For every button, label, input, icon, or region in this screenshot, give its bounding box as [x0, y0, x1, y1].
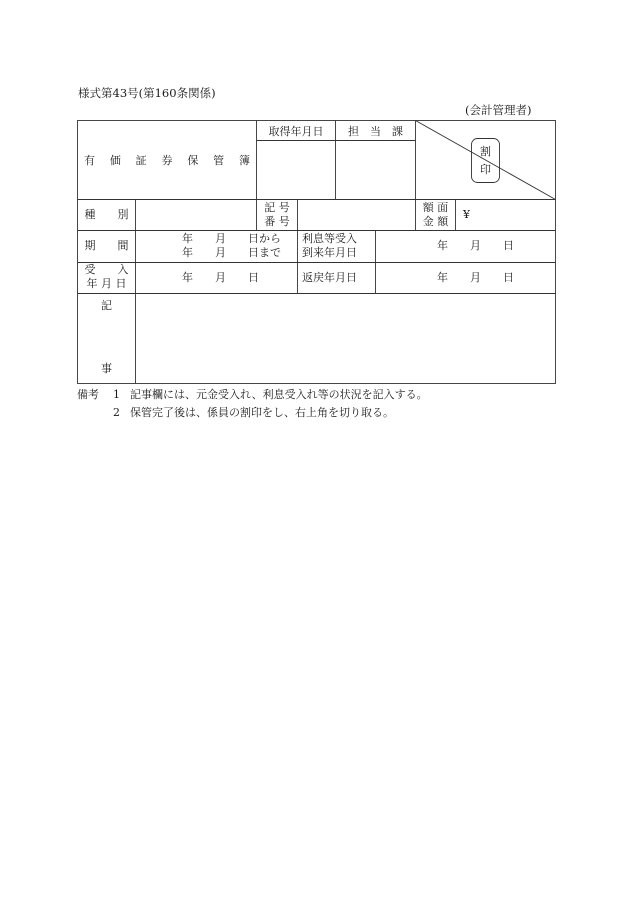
interest-date: 年 月 日	[437, 239, 514, 252]
period-from: 年 月 日から	[182, 232, 281, 245]
interest-label-line1: 利息等受入	[302, 232, 357, 245]
returned-date: 年 月 日	[437, 271, 514, 284]
remarks-label: 備考	[77, 388, 99, 401]
acquisition-date-header: 取得年月日	[268, 125, 324, 138]
remark-text-2: 保管完了後は、係員の割印をし、右上角を切り取る。	[130, 406, 394, 419]
received-label-line2: 年 月 日	[86, 277, 127, 290]
period-label: 期 間	[84, 239, 129, 252]
seal-label-bottom: 印	[480, 163, 491, 176]
face-value-label-line1: 額 面	[422, 201, 449, 214]
ledger-title: 有 価 証 券 保 管 簿	[84, 154, 250, 167]
returned-label: 返戻年月日	[302, 271, 357, 284]
period-to: 年 月 日まで	[182, 246, 281, 259]
seal-label-top: 割	[480, 145, 491, 158]
code-label-line1: 記 号	[264, 201, 290, 214]
remark-text-1: 記事欄には、元金受入れ、利息受入れ等の状況を記入する。	[130, 388, 428, 401]
tear-corner-diagonal	[416, 121, 556, 200]
code-label-line2: 番 号	[264, 215, 290, 228]
notes-label-bottom: 事	[101, 362, 112, 375]
type-label: 種 別	[84, 208, 129, 221]
notes-label-top: 記	[101, 299, 112, 312]
face-value-label-line2: 金 額	[422, 215, 449, 228]
remark-number-1: 1	[113, 388, 120, 401]
office-label: (会計管理者)	[465, 103, 532, 117]
interest-label-line2: 到来年月日	[302, 246, 357, 259]
form-number: 様式第43号(第160条関係)	[78, 86, 216, 100]
received-label-line1: 受 入	[84, 263, 129, 276]
remark-number-2: 2	[113, 406, 120, 419]
yen-symbol: ¥	[463, 208, 470, 221]
department-header: 担 当 課	[348, 125, 403, 138]
received-date: 年 月 日	[182, 271, 259, 284]
